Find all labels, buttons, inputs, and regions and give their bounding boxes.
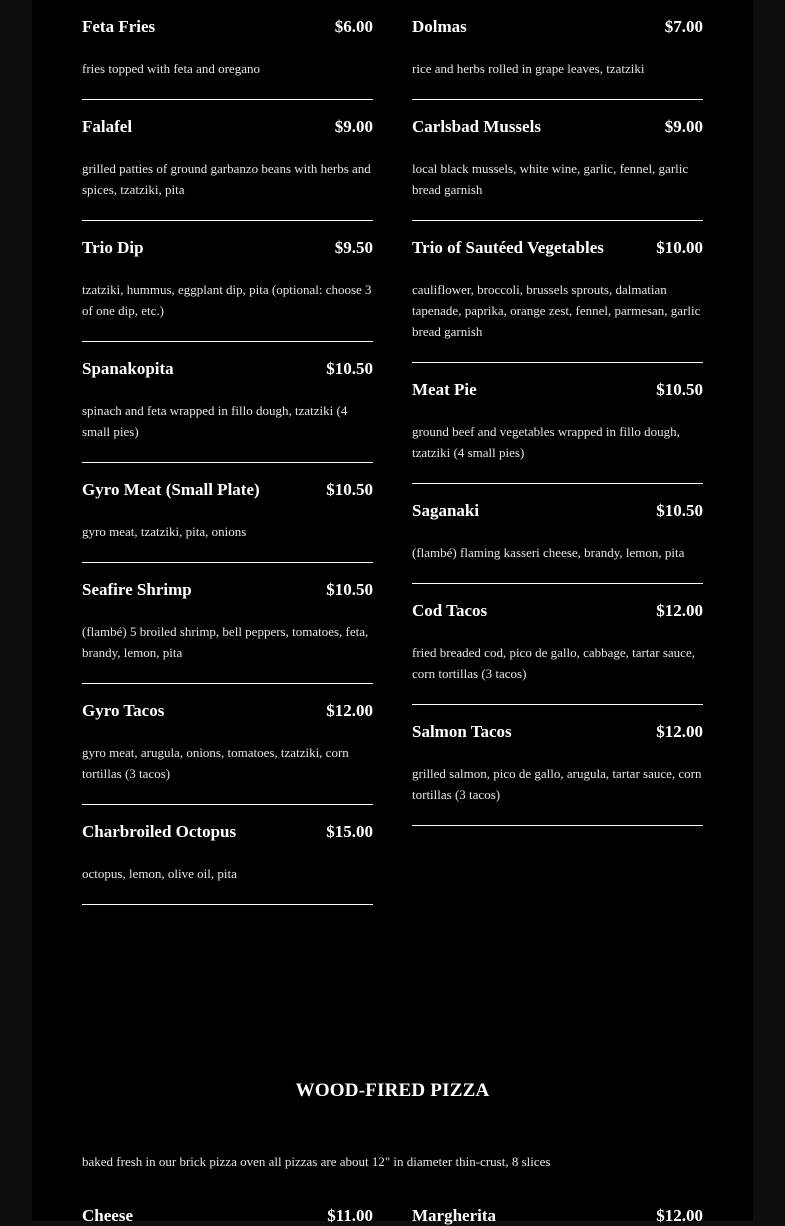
item-price: $6.00 (334, 17, 373, 36)
item-description: cauliflower, broccoli, brussels sprouts, dalmatian tapenade, paprika, orange zest, fennel, parmesan, garlic bread garnish (412, 282, 701, 339)
menu-item (412, 484, 703, 584)
item-description: (flambé) 5 broiled shrimp, bell peppers, tomatoes, feta, brandy, lemon, pita (82, 624, 369, 660)
item-name: Gyro Tacos (82, 701, 165, 720)
item-name: Spanakopita (82, 359, 174, 378)
item-price: $11.00 (327, 1206, 373, 1225)
item-price: $10.50 (656, 501, 703, 520)
item-price: $9.00 (334, 117, 373, 136)
item-name: Meat Pie (412, 380, 477, 399)
item-description: fries topped with feta and oregano (82, 61, 260, 76)
menu-item (82, 463, 373, 563)
menu-item (82, 221, 373, 342)
item-name: Gyro Meat (Small Plate) (82, 480, 260, 499)
menu-column-left (82, 0, 373, 905)
item-name: Margherita (412, 1206, 497, 1225)
item-price: $10.50 (656, 380, 703, 399)
menu-item (82, 563, 373, 684)
item-description: local black mussels, white wine, garlic, fennel, garlic bread garnish (412, 161, 689, 197)
item-name: Feta Fries (82, 17, 156, 36)
item-description: gyro meat, tzatziki, pita, onions (82, 524, 247, 539)
item-name: Seafire Shrimp (82, 580, 192, 599)
item-price: $10.50 (326, 359, 373, 378)
divider (82, 904, 373, 905)
menu-item (82, 342, 373, 463)
item-name: Salmon Tacos (412, 722, 512, 741)
section-note: baked fresh in our brick pizza oven all pizzas are about 12" in diameter thin-crust, 8 slices (82, 1154, 551, 1169)
menu-item (412, 221, 703, 363)
item-description: grilled salmon, pico de gallo, arugula, tartar sauce, corn tortillas (3 tacos) (412, 766, 702, 802)
item-description: rice and herbs rolled in grape leaves, tzatziki (412, 61, 645, 76)
item-name: Carlsbad Mussels (412, 117, 541, 136)
item-price: $12.00 (326, 701, 373, 720)
item-description: spinach and feta wrapped in fillo dough, tzatziki (4 small pies) (82, 403, 348, 439)
item-name: Cheese (82, 1206, 133, 1225)
menu-item (412, 705, 703, 826)
item-price: $10.50 (326, 580, 373, 599)
menu-item (412, 363, 703, 484)
item-price: $12.00 (656, 722, 703, 741)
item-name: Dolmas (412, 17, 467, 36)
item-name: Saganaki (412, 501, 480, 520)
menu-item (82, 805, 373, 905)
menu-item (82, 684, 373, 805)
item-name: Falafel (82, 117, 133, 136)
item-name: Cod Tacos (412, 601, 488, 620)
item-description: grilled patties of ground garbanzo beans with herbs and spices, tzatziki, pita (82, 161, 371, 197)
menu-item (412, 0, 703, 100)
item-name: Trio of Sautéed Vegetables (412, 238, 604, 257)
menu-item (412, 100, 703, 221)
menu-item (82, 0, 373, 100)
item-name: Trio Dip (82, 238, 144, 257)
menu-item (412, 584, 703, 705)
divider (412, 825, 703, 826)
item-description: fried breaded cod, pico de gallo, cabbage, tartar sauce, corn tortillas (3 tacos) (412, 645, 695, 681)
item-price: $10.00 (656, 238, 703, 257)
menu-column-right (412, 0, 703, 826)
section-title: WOOD-FIRED PIZZA (295, 1080, 490, 1101)
item-price: $9.00 (664, 117, 703, 136)
item-price: $12.00 (656, 1206, 703, 1225)
item-description: tzatziki, hummus, eggplant dip, pita (optional: choose 3 of one dip, etc.) (82, 282, 372, 318)
pizza-item (412, 1206, 703, 1226)
menu-page (32, 0, 753, 1225)
item-description: ground beef and vegetables wrapped in fillo dough, tzatziki (4 small pies) (412, 424, 680, 460)
item-name: Charbroiled Octopus (82, 822, 237, 841)
item-price: $10.50 (326, 480, 373, 499)
item-price: $7.00 (664, 17, 703, 36)
item-price: $9.50 (334, 238, 373, 257)
item-price: $15.00 (326, 822, 373, 841)
item-description: (flambé) flaming kasseri cheese, brandy, lemon, pita (412, 545, 685, 560)
item-description: octopus, lemon, olive oil, pita (82, 866, 237, 881)
pizza-item (82, 1206, 373, 1226)
menu-item (82, 100, 373, 221)
item-price: $12.00 (656, 601, 703, 620)
item-description: gyro meat, arugula, onions, tomatoes, tzatziki, corn tortillas (3 tacos) (82, 745, 349, 781)
